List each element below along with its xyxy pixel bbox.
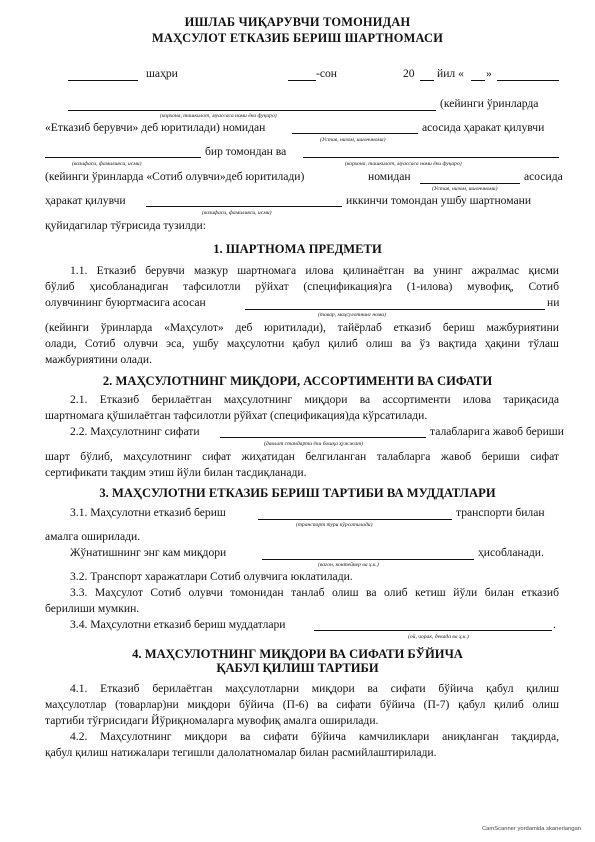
section2-heading: 2. МАҲСУЛОТНИНГ МИҚДОРИ, АССОРТИМЕНТИ ВА СИФАТИ [102,374,493,388]
s2-p1-line1: 2.1. Етказиб берилаётган маҳсулотнинг миқдори ва ассортименти илова тариқасида [70,393,559,406]
s3-p5-a: 3.4. Маҳсулотни етказиб бериш муддатлари [70,618,286,631]
party1-name-blank [68,110,436,111]
s2-p2-a: 2.2. Маҳсулотнинг сифати [70,425,200,438]
month-blank [497,80,559,81]
day-blank [471,80,485,81]
intro-line6: қуйидагилар тўғрисида тузилди: [45,219,206,232]
s4-p1-line2: маҳсулотлар (товарлар)ни миқдори бўйича (П-6) ва сифати бўйича (П-7) қабул қилиб олиш [45,698,559,711]
s1-p1-line5: олади, Сотиб олувчи эса, ушбу маҳсулотни қабул қилиб олиш ва ўз вақтида ҳақини тўлаш [45,337,559,350]
document-title-line1: ИШЛАБ ЧИҚАРУВЧИ ТОМОНИДАН [184,15,411,29]
note-product-name: (товар, маҳсулотнинг номи) [318,312,386,318]
intro-line1-end: (кейинги ўринларда [440,97,539,110]
section4-heading-line1: 4. МАҲСУЛОТНИНГ МИҚДОРИ ВА СИФАТИ БЎЙИЧА [132,647,463,661]
s3-p4-line2: берилиши мумкин. [45,602,140,615]
number-blank [288,80,316,81]
intro-line4-b: номидан [368,170,411,183]
party2-basis-blank [420,183,520,184]
transport-type-blank [258,519,452,520]
note-transport-type: (транспорт тури кўрсатилади) [296,522,373,528]
note-min-shipment: (вагон, контейнер ва ҳ.к.) [318,562,379,568]
s2-p2-line2: шарт бўлиб, маҳсулотнинг сифат жиҳатидан белгиланган талабларга жавоб бериши сифат [45,450,559,463]
scanner-watermark: CamScanner yordamida skanerlangan [482,826,581,832]
note-party1-rep: (вазифаси, фамилияси, исми) [72,161,142,167]
document-title-line2: МАҲСУЛОТ ЕТКАЗИБ БЕРИШ ШАРТНОМАСИ [151,31,444,45]
section4-heading-line2: ҚАБУЛ ҚИЛИШ ТАРТИБИ [216,661,379,675]
year-prefix: 20 [403,67,415,80]
s1-p1-line3: олувчининг буюртмасига асосан [45,296,206,309]
s2-p1-line2: шартномага қўшилаётган тафсилотли рўйхат (спецификация)да кўрсатилади. [45,409,428,422]
party1-rep-blank [45,157,201,158]
s4-p1-line1: 4.1. Етказиб берилаётган маҳсулотларни миқдори ва сифати бўйича қабул қилиш [70,682,559,695]
min-shipment-blank [262,559,474,560]
year-blank [420,80,434,81]
s4-p1-line3: тартиби тўғрисидаги Йўриқномаларга мувофиқ амалга оширилади. [45,714,379,727]
s3-p4-line1: 3.3. Маҳсулот Сотиб олувчи томонидан танлаб олиш ва олиб кетиш йўли билан етказиб [70,586,559,599]
note-party2-basis: (Устав, низом, ишончнома) [432,186,498,192]
intro-line4-a: (кейинги ўринларда «Сотиб олувчи»деб юритилади) [45,170,305,183]
year-suffix: йил « [437,67,464,80]
s3-p3: 3.2. Транспорт харажатлари Сотиб олувчига юклатилади. [70,570,353,583]
party2-rep-blank [146,206,342,207]
intro-line5-a: ҳаракат қилувчи [45,194,126,207]
intro-line2-b: асосида ҳаракат қилувчи [422,121,545,134]
city-label: шаҳри [146,67,178,80]
year-quote: » [486,67,492,80]
s3-p1-line2: амалга оширилади. [45,530,141,543]
s3-p1-a: 3.1. Маҳсулотни етказиб бериш [70,506,226,519]
section1-heading: 1. ШАРТНОМА ПРЕДМЕТИ [213,242,382,256]
city-blank [68,80,138,81]
s2-p2-line3: сертификати тақдим этиш йўли билан тасдиқланади. [45,466,307,479]
intro-line2-a: «Етказиб берувчи» деб юритилади) номидан [45,121,266,134]
number-label: -сон [316,67,338,80]
standard-blank [220,437,426,438]
s1-p1-line3-end: ни [547,296,560,309]
note-standard: (давлат стандарти ёки бошқа ҳужжат) [264,441,364,447]
s3-p5-b: . [553,618,556,631]
note-delivery-term: (ой, чорак, декада ва ҳ.к.) [408,634,469,640]
section3-heading: 3. МАҲСУЛОТНИ ЕТКАЗИБ БЕРИШ ТАРТИБИ ВА МУДДАТЛАРИ [99,486,496,500]
s3-p2-a: Жўнатишнинг энг кам миқдори [70,546,227,559]
party2-name-blank [303,157,559,158]
s3-p1-b: транспорти билан [456,506,545,519]
intro-line4-c: асосида [524,170,563,183]
s1-p1-line4: (кейинги ўринларда «Маҳсулот» деб юритилади), тайёрлаб етказиб бериш мажбуриятини [45,321,559,334]
s4-p2-line2: қабул қилиш натижалари тегишли далолатномалар билан расмийлаштирилади. [45,746,437,759]
note-party1-name: (корхона, ташкилот, муассаса номи ёки фуқаро) [160,113,277,119]
s1-p1-line6: мажбуриятини олади. [45,353,153,366]
s4-p2-line1: 4.2. Маҳсулотнинг миқдори ва сифати бўйича камчиликлари аниқланган тақдирда, [70,730,559,743]
note-party2-rep: (вазифаси, фамилияси, исми) [202,210,272,216]
s2-p2-b: талабларига жавоб бериши [430,425,564,438]
s1-p1-line2: бўлиб ҳисобланадиган тафсилотли рўйхат (спецификация)га (1-илова) мувофиқ, Сотиб [45,280,559,293]
note-party1-basis: (Устав, низом, ишончнома) [320,137,386,143]
product-name-blank [245,309,545,310]
party1-basis-blank [292,133,418,134]
delivery-term-blank [314,630,552,631]
note-party2-name: (корхона, ташкилот, муассаса номи ёки фуқаро) [345,161,462,167]
intro-line3: бир томондан ва [205,145,287,158]
s3-p2-b: ҳисобланади. [478,546,544,559]
intro-line5-b: иккинчи томондан ушбу шартномани [346,194,532,207]
s1-p1-line1: 1.1. Етказиб берувчи мазкур шартномага илова қилинаётган ва унинг ажралмас қисми [70,264,559,277]
